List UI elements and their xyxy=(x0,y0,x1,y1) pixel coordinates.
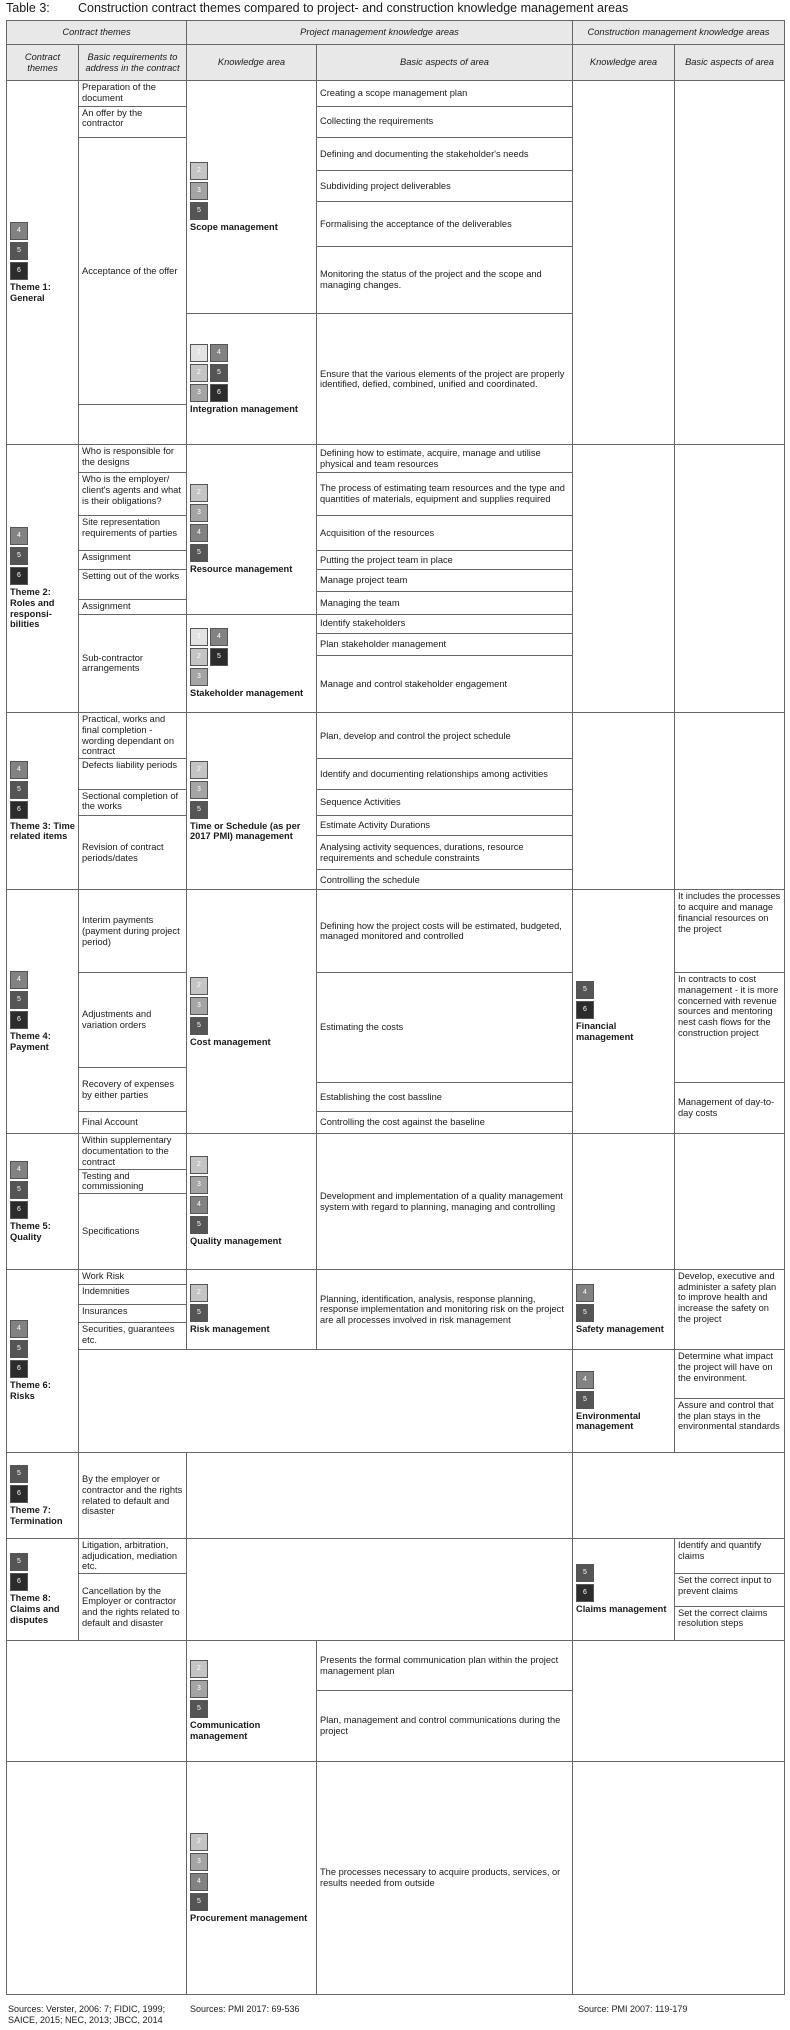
level-box-2: 2 xyxy=(190,1284,208,1302)
requirement-cell: Securities, guarantees etc. xyxy=(79,1323,187,1350)
pm-aspect-cell: Controlling the schedule xyxy=(317,870,573,890)
level-box-5: 5 xyxy=(210,648,228,666)
level-box-5: 5 xyxy=(10,1340,28,1358)
level-box-1: 1 xyxy=(190,344,208,362)
pm-aspect-cell: Manage and control stakeholder engagement xyxy=(317,655,573,712)
theme-1-cell xyxy=(7,81,79,445)
requirement-cell: Revision of contract periods/dates xyxy=(79,815,187,890)
header-construction-management: Construction management knowledge areas xyxy=(573,21,785,45)
requirement-cell: Assignment xyxy=(79,551,187,570)
requirement-cell: Work Risk xyxy=(79,1269,187,1284)
level-box-2: 2 xyxy=(190,484,208,502)
sources-cm: Source: PMI 2007: 119-179 xyxy=(578,2004,688,2014)
level-box-4: 4 xyxy=(190,524,208,542)
requirement-cell: By the employer or contractor and the rights related to default and disaster xyxy=(79,1453,187,1539)
level-box-5: 5 xyxy=(576,1304,594,1322)
procurement-empty-cm xyxy=(573,1761,785,1994)
cm-area-empty xyxy=(573,81,675,445)
requirement-cell: Recovery of expenses by either parties xyxy=(79,1067,187,1111)
cm-aspect-empty xyxy=(675,713,785,890)
pm-area-label: Communication management xyxy=(190,1720,261,1741)
pm-aspect-cell: Analysing activity sequences, durations, resource requirements and schedule constraints xyxy=(317,836,573,870)
level-box-2: 2 xyxy=(190,364,208,382)
level-box-5: 5 xyxy=(10,547,28,565)
cm-area-label: Claims management xyxy=(576,1604,667,1615)
level-box-4: 4 xyxy=(10,971,28,989)
cm-aspect-cell: Set the correct claims resolution steps xyxy=(675,1606,785,1640)
pm-aspect-cell: Plan stakeholder management xyxy=(317,633,573,655)
theme-7-empty-pm xyxy=(187,1453,573,1539)
requirement-cell: Defects liability periods xyxy=(79,759,187,789)
level-box-2: 2 xyxy=(190,761,208,779)
theme-7-cell xyxy=(7,1453,79,1539)
theme-8-empty-pm xyxy=(187,1538,573,1640)
pm-area-label: Resource management xyxy=(190,564,293,575)
subheader-contract-themes: Contract themes xyxy=(7,45,79,81)
level-box-5: 5 xyxy=(10,1553,28,1571)
level-box-5: 5 xyxy=(190,1893,208,1911)
communication-empty-cell xyxy=(7,1640,187,1761)
pm-area-scope xyxy=(187,81,317,314)
header-project-management: Project management knowledge areas xyxy=(187,21,573,45)
level-box-4: 4 xyxy=(576,1284,594,1302)
cm-area-empty xyxy=(573,713,675,890)
level-box-4: 4 xyxy=(10,527,28,545)
pm-aspect-cell: Plan, develop and control the project schedule xyxy=(317,713,573,759)
cm-aspect-cell: Assure and control that the plan stays in the environmental standards xyxy=(675,1398,785,1452)
pm-area-integration xyxy=(187,314,317,445)
table-number: Table 3: xyxy=(6,1,50,15)
theme-2-cell xyxy=(7,445,79,713)
pm-area-schedule xyxy=(187,713,317,890)
level-box-6: 6 xyxy=(576,1001,594,1019)
level-box-5: 5 xyxy=(190,544,208,562)
subheader-basic-requirements: Basic requirements to address in the contract xyxy=(79,45,187,81)
pm-aspect-cell: The processes necessary to acquire products, services, or results needed from outside xyxy=(317,1761,573,1994)
level-box-4: 4 xyxy=(576,1371,594,1389)
level-box-6: 6 xyxy=(10,262,28,280)
requirement-cell: Interim payments (payment during project period) xyxy=(79,890,187,973)
pm-aspect-cell: Manage project team xyxy=(317,570,573,592)
pm-area-label: Scope management xyxy=(190,222,278,233)
pm-area-label: Cost management xyxy=(190,1036,271,1047)
table-title xyxy=(6,1,628,15)
theme-7-empty-cm xyxy=(573,1453,785,1539)
cm-area-financial xyxy=(573,890,675,1134)
theme-8-label: Theme 8: Claims and disputes xyxy=(10,1593,60,1625)
level-box-2: 2 xyxy=(190,1156,208,1174)
cm-area-environmental xyxy=(573,1350,675,1453)
requirement-cell: Site representation requirements of parties xyxy=(79,515,187,550)
requirement-cell: Indemnities xyxy=(79,1284,187,1304)
level-box-2: 2 xyxy=(190,1660,208,1678)
level-box-3: 3 xyxy=(190,1176,208,1194)
level-box-6: 6 xyxy=(210,384,228,402)
cm-aspect-cell: In contracts to cost management - it is more concerned with revenue sources and mentoring nest cash flows for the construction project xyxy=(675,973,785,1083)
level-box-3: 3 xyxy=(190,182,208,200)
cm-aspect-cell: Determine what impact the project will have on the environment. xyxy=(675,1350,785,1398)
level-box-5: 5 xyxy=(10,1181,28,1199)
requirement-cell: Insurances xyxy=(79,1305,187,1323)
level-box-5: 5 xyxy=(190,1216,208,1234)
requirement-cell: Cancellation by the Employer or contractor and the rights related to default and disaster xyxy=(79,1574,187,1641)
level-box-4: 4 xyxy=(10,1161,28,1179)
pm-aspect-cell: Defining how the project costs will be estimated, budgeted, managed monitored and controlled xyxy=(317,890,573,973)
pm-aspect-cell: Identify stakeholders xyxy=(317,614,573,633)
level-box-2: 2 xyxy=(190,162,208,180)
pm-aspect-cell: Identify and documenting relationships among activities xyxy=(317,759,573,789)
level-box-4: 4 xyxy=(10,761,28,779)
subheader-cm-knowledge-area: Knowledge area xyxy=(573,45,675,81)
cm-aspect-cell: Set the correct input to prevent claims xyxy=(675,1574,785,1606)
pm-aspect-cell: Estimate Activity Durations xyxy=(317,815,573,835)
level-box-4: 4 xyxy=(10,222,28,240)
level-box-6: 6 xyxy=(10,1573,28,1591)
level-box-6: 6 xyxy=(10,1360,28,1378)
level-box-5: 5 xyxy=(576,1564,594,1582)
theme-5-cell xyxy=(7,1134,79,1270)
requirement-cell: Acceptance of the offer xyxy=(79,137,187,404)
theme-4-label: Theme 4: Payment xyxy=(10,1031,51,1052)
level-box-5: 5 xyxy=(190,202,208,220)
level-box-3: 3 xyxy=(190,781,208,799)
level-box-4: 4 xyxy=(190,1196,208,1214)
pm-aspect-cell: Formalising the acceptance of the deliverables xyxy=(317,202,573,246)
requirement-cell: Who is the employer/ client's agents and what is their obligations? xyxy=(79,473,187,515)
pm-aspect-cell: Presents the formal communication plan within the project management plan xyxy=(317,1640,573,1690)
level-box-3: 3 xyxy=(190,384,208,402)
pm-area-label: Time or Schedule (as per 2017 PMI) management xyxy=(190,820,301,842)
cm-area-safety xyxy=(573,1269,675,1350)
level-box-4: 4 xyxy=(190,1873,208,1891)
cm-area-empty xyxy=(573,1134,675,1270)
sources-contract: Sources: Verster, 2006: 7; FIDIC, 1999; SAICE, 2015; NEC, 2013; JBCC, 2014 xyxy=(8,2004,166,2025)
requirement-cell: Final Account xyxy=(79,1112,187,1134)
theme-6-label: Theme 6: Risks xyxy=(10,1380,51,1402)
level-box-5: 5 xyxy=(210,364,228,382)
pm-aspect-cell: Subdividing project deliverables xyxy=(317,171,573,202)
pm-area-cost xyxy=(187,890,317,1134)
procurement-empty-cell xyxy=(7,1761,187,1994)
cm-area-label: Environmental management xyxy=(576,1410,641,1432)
pm-aspect-cell: Ensure that the various elements of the project are properly identified, defied, combined, unified and coordinated. xyxy=(317,314,573,445)
level-box-4: 4 xyxy=(210,344,228,362)
level-box-5: 5 xyxy=(190,1700,208,1718)
pm-aspect-cell: Estimating the costs xyxy=(317,973,573,1083)
pm-area-resource xyxy=(187,445,317,614)
cm-aspect-cell: It includes the processes to acquire and manage financial resources on the project xyxy=(675,890,785,973)
subheader-pm-knowledge-area: Knowledge area xyxy=(187,45,317,81)
pm-aspect-cell: Defining how to estimate, acquire, manage and utilise physical and team resources xyxy=(317,445,573,473)
theme-2-label: Theme 2: Roles and responsi-bilities xyxy=(10,587,55,630)
level-box-2: 2 xyxy=(190,1833,208,1851)
level-box-1: 1 xyxy=(190,628,208,646)
theme-7-label: Theme 7: Termination xyxy=(10,1504,63,1526)
level-box-3: 3 xyxy=(190,1680,208,1698)
requirement-cell: Practical, works and final completion - wording dependant on contract xyxy=(79,713,187,759)
pm-aspect-cell: Acquisition of the resources xyxy=(317,515,573,550)
cm-area-claims xyxy=(573,1538,675,1640)
pm-aspect-cell: Controlling the cost against the baseline xyxy=(317,1112,573,1134)
communication-empty-cm xyxy=(573,1640,785,1761)
cm-area-empty xyxy=(573,445,675,713)
requirement-cell: Sectional completion of the works xyxy=(79,789,187,815)
requirement-cell: Testing and commissioning xyxy=(79,1169,187,1194)
level-box-6: 6 xyxy=(10,567,28,585)
level-box-5: 5 xyxy=(576,981,594,999)
cm-area-label: Safety management xyxy=(576,1324,664,1335)
pm-area-label: Quality management xyxy=(190,1236,282,1247)
requirement-cell: Litigation, arbitration, adjudication, mediation etc. xyxy=(79,1538,187,1573)
subheader-pm-basic-aspects: Basic aspects of area xyxy=(317,45,573,81)
cm-aspect-empty xyxy=(675,445,785,713)
header-contract-themes: Contract themes xyxy=(7,21,187,45)
pm-area-risk xyxy=(187,1269,317,1350)
requirement-cell: An offer by the contractor xyxy=(79,106,187,137)
level-box-5: 5 xyxy=(10,242,28,260)
requirement-cell: Assignment xyxy=(79,600,187,614)
theme-8-cell xyxy=(7,1538,79,1640)
pm-area-communication xyxy=(187,1640,317,1761)
pm-aspect-cell: Development and implementation of a quality management system with regard to planning, managing and controlling xyxy=(317,1134,573,1270)
level-box-4: 4 xyxy=(210,628,228,646)
pm-aspect-cell: Defining and documenting the stakeholder's needs xyxy=(317,137,573,170)
pm-aspect-cell: Sequence Activities xyxy=(317,789,573,815)
pm-area-label: Risk management xyxy=(190,1324,270,1335)
cm-area-label: Financial management xyxy=(576,1021,634,1042)
requirement-cell: Within supplementary documentation to the contract xyxy=(79,1134,187,1169)
level-box-6: 6 xyxy=(10,1201,28,1219)
sources-pm: Sources: PMI 2017: 69-536 xyxy=(190,2004,300,2014)
pm-area-label: Integration management xyxy=(190,403,298,414)
requirement-cell: Sub-contractor arrangements xyxy=(79,614,187,713)
level-box-6: 6 xyxy=(10,1011,28,1029)
theme-4-cell xyxy=(7,890,79,1134)
pm-aspect-cell: Monitoring the status of the project and the scope and managing changes. xyxy=(317,246,573,314)
pm-aspect-cell: Collecting the requirements xyxy=(317,106,573,137)
table-caption: Construction contract themes compared to project- and construction knowledge management areas xyxy=(78,1,629,15)
level-box-5: 5 xyxy=(10,991,28,1009)
level-box-5: 5 xyxy=(190,1017,208,1035)
level-box-2: 2 xyxy=(190,977,208,995)
requirement-cell: Adjustments and variation orders xyxy=(79,973,187,1068)
pm-aspect-cell: Managing the team xyxy=(317,592,573,614)
cm-aspect-cell: Develop, executive and administer a safety plan to improve health and increase the safety on the project xyxy=(675,1269,785,1350)
level-box-5: 5 xyxy=(190,1304,208,1322)
theme-3-label: Theme 3: Time related items xyxy=(10,820,75,842)
pm-aspect-cell: The process of estimating team resources and the type and quantities of materials, equipment and supplies required xyxy=(317,473,573,515)
level-box-3: 3 xyxy=(190,504,208,522)
level-box-6: 6 xyxy=(10,801,28,819)
level-box-5: 5 xyxy=(10,1465,28,1483)
pm-area-procurement xyxy=(187,1761,317,1994)
requirement-cell: Who is responsible for the designs xyxy=(79,445,187,473)
level-box-6: 6 xyxy=(576,1584,594,1602)
pm-aspect-cell: Plan, management and control communications during the project xyxy=(317,1691,573,1762)
requirement-cell: Preparation of the document xyxy=(79,81,187,106)
requirement-cell: Setting out of the works xyxy=(79,570,187,600)
pm-aspect-cell: Creating a scope management plan xyxy=(317,81,573,106)
pm-aspect-cell: Planning, identification, analysis, response planning, response implementation and monitoring risk on the project are all processes involved in risk management xyxy=(317,1269,573,1350)
pm-area-stakeholder xyxy=(187,614,317,713)
cm-aspect-cell: Identify and quantify claims xyxy=(675,1538,785,1573)
level-box-5: 5 xyxy=(576,1391,594,1409)
level-box-3: 3 xyxy=(190,997,208,1015)
pm-aspect-cell: Establishing the cost bassline xyxy=(317,1082,573,1111)
theme-1-label: Theme 1: General xyxy=(10,282,51,303)
pm-area-label: Procurement management xyxy=(190,1912,308,1923)
theme-3-cell xyxy=(7,713,79,890)
subheader-cm-basic-aspects: Basic aspects of area xyxy=(675,45,785,81)
pm-area-quality xyxy=(187,1134,317,1270)
theme-6-cell xyxy=(7,1269,79,1452)
requirement-cell: Specifications xyxy=(79,1194,187,1270)
pm-area-label: Stakeholder management xyxy=(190,688,304,699)
cm-aspect-empty xyxy=(675,1134,785,1270)
pm-aspect-cell: Putting the project team in place xyxy=(317,551,573,570)
level-box-2: 2 xyxy=(190,648,208,666)
comparison-table xyxy=(6,20,785,1995)
theme-5-label: Theme 5: Quality xyxy=(10,1220,51,1242)
cm-aspect-empty xyxy=(675,81,785,445)
level-box-6: 6 xyxy=(10,1485,28,1503)
level-box-4: 4 xyxy=(10,1320,28,1338)
cm-aspect-cell: Management of day-to-day costs xyxy=(675,1082,785,1133)
level-box-5: 5 xyxy=(190,801,208,819)
level-box-5: 5 xyxy=(10,781,28,799)
level-box-3: 3 xyxy=(190,1853,208,1871)
level-box-3: 3 xyxy=(190,668,208,686)
theme-6-empty-cell xyxy=(79,1350,573,1453)
